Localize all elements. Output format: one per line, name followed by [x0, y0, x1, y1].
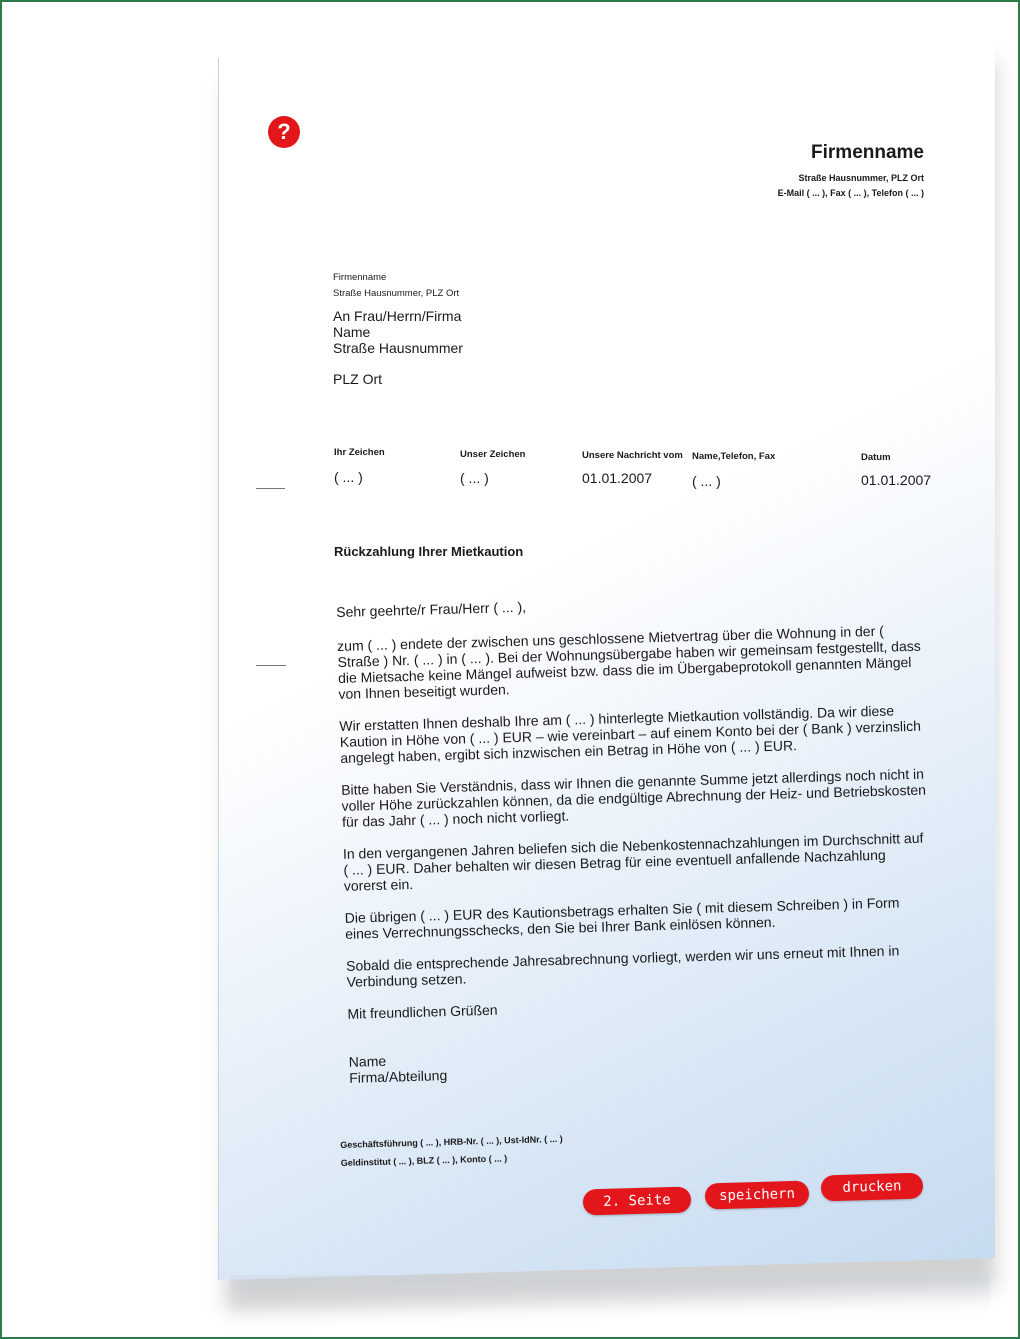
page-reflection [230, 1275, 990, 1315]
recipient-line-4: PLZ Ort [333, 371, 383, 387]
ref-value-name-telefon: ( ... ) [692, 473, 721, 489]
ref-label-ihr-zeichen: Ihr Zeichen [334, 447, 385, 458]
signature-name: Name [348, 1052, 387, 1070]
sender-street: Straße Hausnummer, PLZ Ort [333, 288, 460, 299]
paragraph-2: Wir erstatten Ihnen deshalb Ihre am ( ... ) hinterlegte Mietkaution vollständig. Da wir diese Kaution in Höhe von ( ... ) EUR – wie vereinbart – auf einem Konto bei der ( Bank ) verzinslich angelegt haben, ergibt sich inzwischen ein Betrag in Höhe von ( ... ) EUR. [339, 702, 922, 766]
save-button[interactable]: speichern [705, 1181, 810, 1210]
print-button[interactable]: drucken [821, 1173, 924, 1202]
ref-value-nachricht-vom: 01.01.2007 [582, 470, 653, 486]
second-page-button[interactable]: 2. Seite [583, 1186, 692, 1215]
recipient-line-1: An Frau/Herrn/Firma [333, 308, 462, 324]
letterhead-street: Straße Hausnummer, PLZ Ort [798, 173, 924, 183]
sender-company: Firmenname [333, 272, 387, 283]
paragraph-1: zum ( ... ) endete der zwischen uns geschlossene Mietvertrag über die Wohnung in der ( Straße ) Nr. ( ... ) in ( ... ). Bei der Wohnungsübergabe haben wir gemeinsam festgestellt, dass die Mietsache keine Mängel aufweist bzw. dass die im Übergabeprotokoll genannten Mängel von Ihnen beseitigt wurden. [336, 622, 921, 702]
ref-label-datum: Datum [861, 452, 891, 463]
closing: Mit freundlichen Grüßen [347, 1001, 498, 1022]
ref-label-name-telefon: Name,Telefon, Fax [692, 451, 776, 462]
paragraph-3: Bitte haben Sie Verständnis, dass wir Ihnen die genannte Summe jetzt allerdings noch nicht in voller Höhe zurückzahlen können, da die endgültige Abrechnung der Heiz- und Betriebskosten für das Jahr ( ... ) noch nicht vorliegt. [340, 765, 927, 830]
ref-value-unser-zeichen: ( ... ) [460, 470, 489, 486]
letter-body [336, 588, 934, 1086]
letterhead-contact: E-Mail ( ... ), Fax ( ... ), Telefon ( ... ) [777, 188, 924, 198]
recipient-line-3: Straße Hausnummer [333, 340, 463, 356]
signature-department: Firma/Abteilung [349, 1067, 448, 1086]
ref-label-unser-zeichen: Unser Zeichen [460, 449, 526, 460]
ref-value-datum: 01.01.2007 [861, 472, 932, 488]
fold-mark-top [256, 488, 285, 489]
paragraph-4: In den vergangenen Jahren beliefen sich die Nebenkostennachzahlungen im Durchschnitt auf ( ... ) EUR. Daher behalten wir diesen Betrag für eine eventuell anfallende Nachzahlung vorerst ein. [342, 829, 924, 894]
question-mark-icon[interactable]: ? [268, 116, 300, 148]
letter-footer [340, 1130, 563, 1172]
salutation: Sehr geehrte/r Frau/Herr ( ... ), [336, 598, 527, 620]
paragraph-6: Sobald die entsprechende Jahresabrechnung vorliegt, werden wir uns erneut mit Ihnen in Verbindung setzen. [345, 942, 900, 990]
ref-value-ihr-zeichen: ( ... ) [334, 469, 363, 485]
footer-line-1: Geschäftsführung ( ... ), HRB-Nr. ( ... ), Ust-IdNr. ( ... ) [340, 1133, 563, 1150]
letter-subject: Rückzahlung Ihrer Mietkaution [334, 544, 524, 559]
fold-mark-middle [256, 665, 286, 666]
footer-line-2: Geldinstitut ( ... ), BLZ ( ... ), Konto ( ... ) [340, 1153, 508, 1168]
letterhead-company: Firmenname [811, 142, 924, 163]
recipient-line-2: Name [333, 324, 371, 340]
paragraph-5: Die übrigen ( ... ) EUR des Kautionsbetrags erhalten Sie ( mit diesem Schreiben ) in Form eines Verrechnungsschecks, den Sie bei Ihrer Bank einlösen können. [344, 894, 900, 942]
ref-label-nachricht-vom: Unsere Nachricht vom [582, 450, 683, 461]
